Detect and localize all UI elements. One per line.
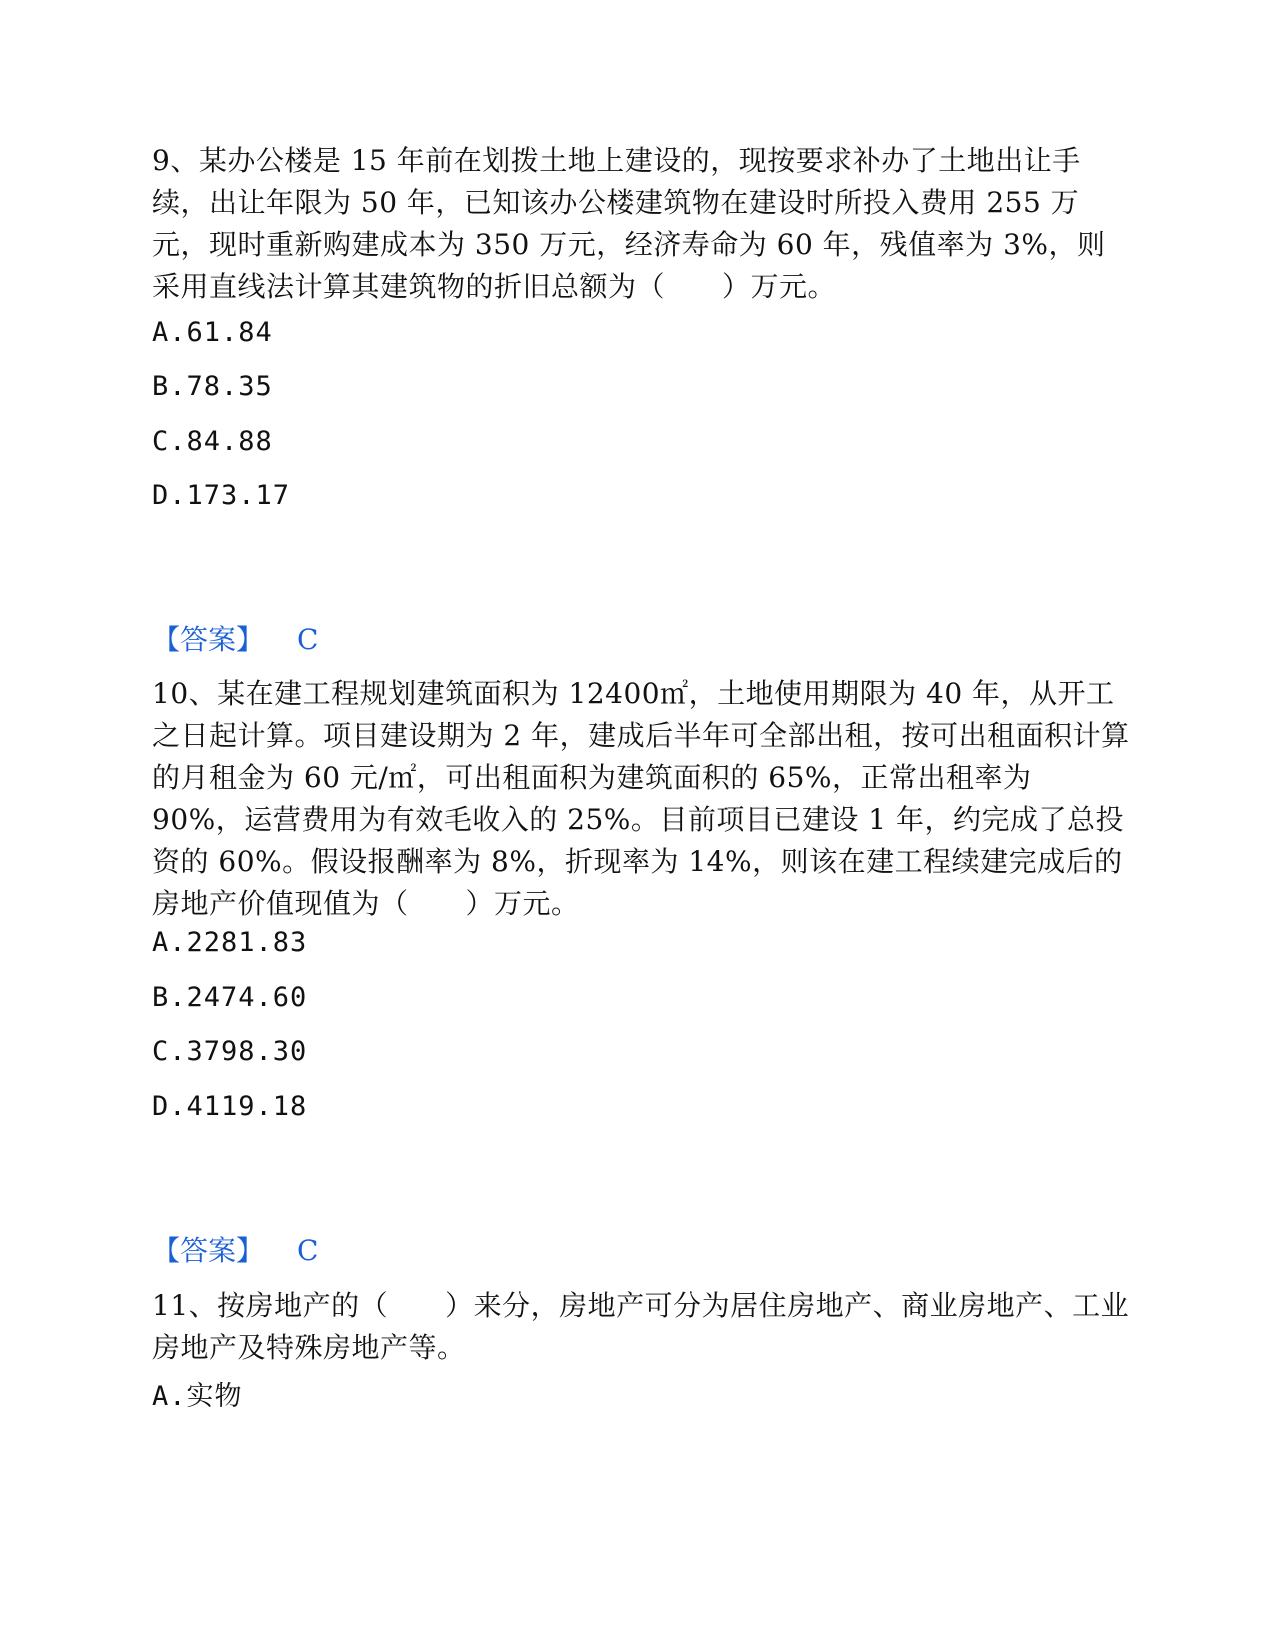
answer-value: C — [297, 1234, 319, 1267]
question-9-option-b: B.78.35 — [152, 371, 273, 402]
answer-value: C — [297, 623, 319, 656]
question-10-option-c: C.3798.30 — [152, 1036, 308, 1067]
question-9-option-d: D.173.17 — [152, 480, 291, 511]
question-9-text: 9、某办公楼是 15 年前在划拨土地上建设的，现按要求补办了土地出让手续，出让年限为 50 年，已知该办公楼建筑物在建设时所投入费用 255 万元，现时重新购建成本为 350 万元，经济寿命为 60 年，残值率为 3%，则采用直线法计算其建筑物的折旧总额为（ ）万元。 — [152, 144, 1106, 303]
question-9-option-c: C.84.88 — [152, 426, 273, 457]
question-9-option-a: A.61.84 — [152, 317, 273, 348]
question-11-text: 11、按房地产的（ ）来分，房地产可分为居住房地产、商业房地产、工业房地产及特殊房地产等。 — [152, 1289, 1130, 1364]
question-10-text: 10、某在建工程规划建筑面积为 12400㎡，土地使用期限为 40 年，从开工之日起计算。项目建设期为 2 年，建成后半年可全部出租，按可出租面积计算的月租金为 60 元/㎡，可出租面积为建筑面积的 65%，正常出租率为 90%，运营费用为有效毛收入的 25%。目前项目已建设 1 年，约完成了总投资的 60%。假设报酬率为 8%，折现率为 14%，则该在建工程续建完成后的房地产价值现值为（ ）万元。 — [152, 677, 1130, 920]
answer-label: 【答案】 — [152, 1234, 265, 1267]
question-10-option-d: D.4119.18 — [152, 1091, 308, 1122]
question-10-option-a: A.2281.83 — [152, 927, 308, 958]
question-10-option-b: B.2474.60 — [152, 982, 308, 1013]
question-10-answer — [152, 1233, 318, 1269]
question-9-answer — [152, 622, 318, 658]
question-11-option-a: A.实物 — [152, 1381, 243, 1412]
answer-label: 【答案】 — [152, 623, 265, 656]
